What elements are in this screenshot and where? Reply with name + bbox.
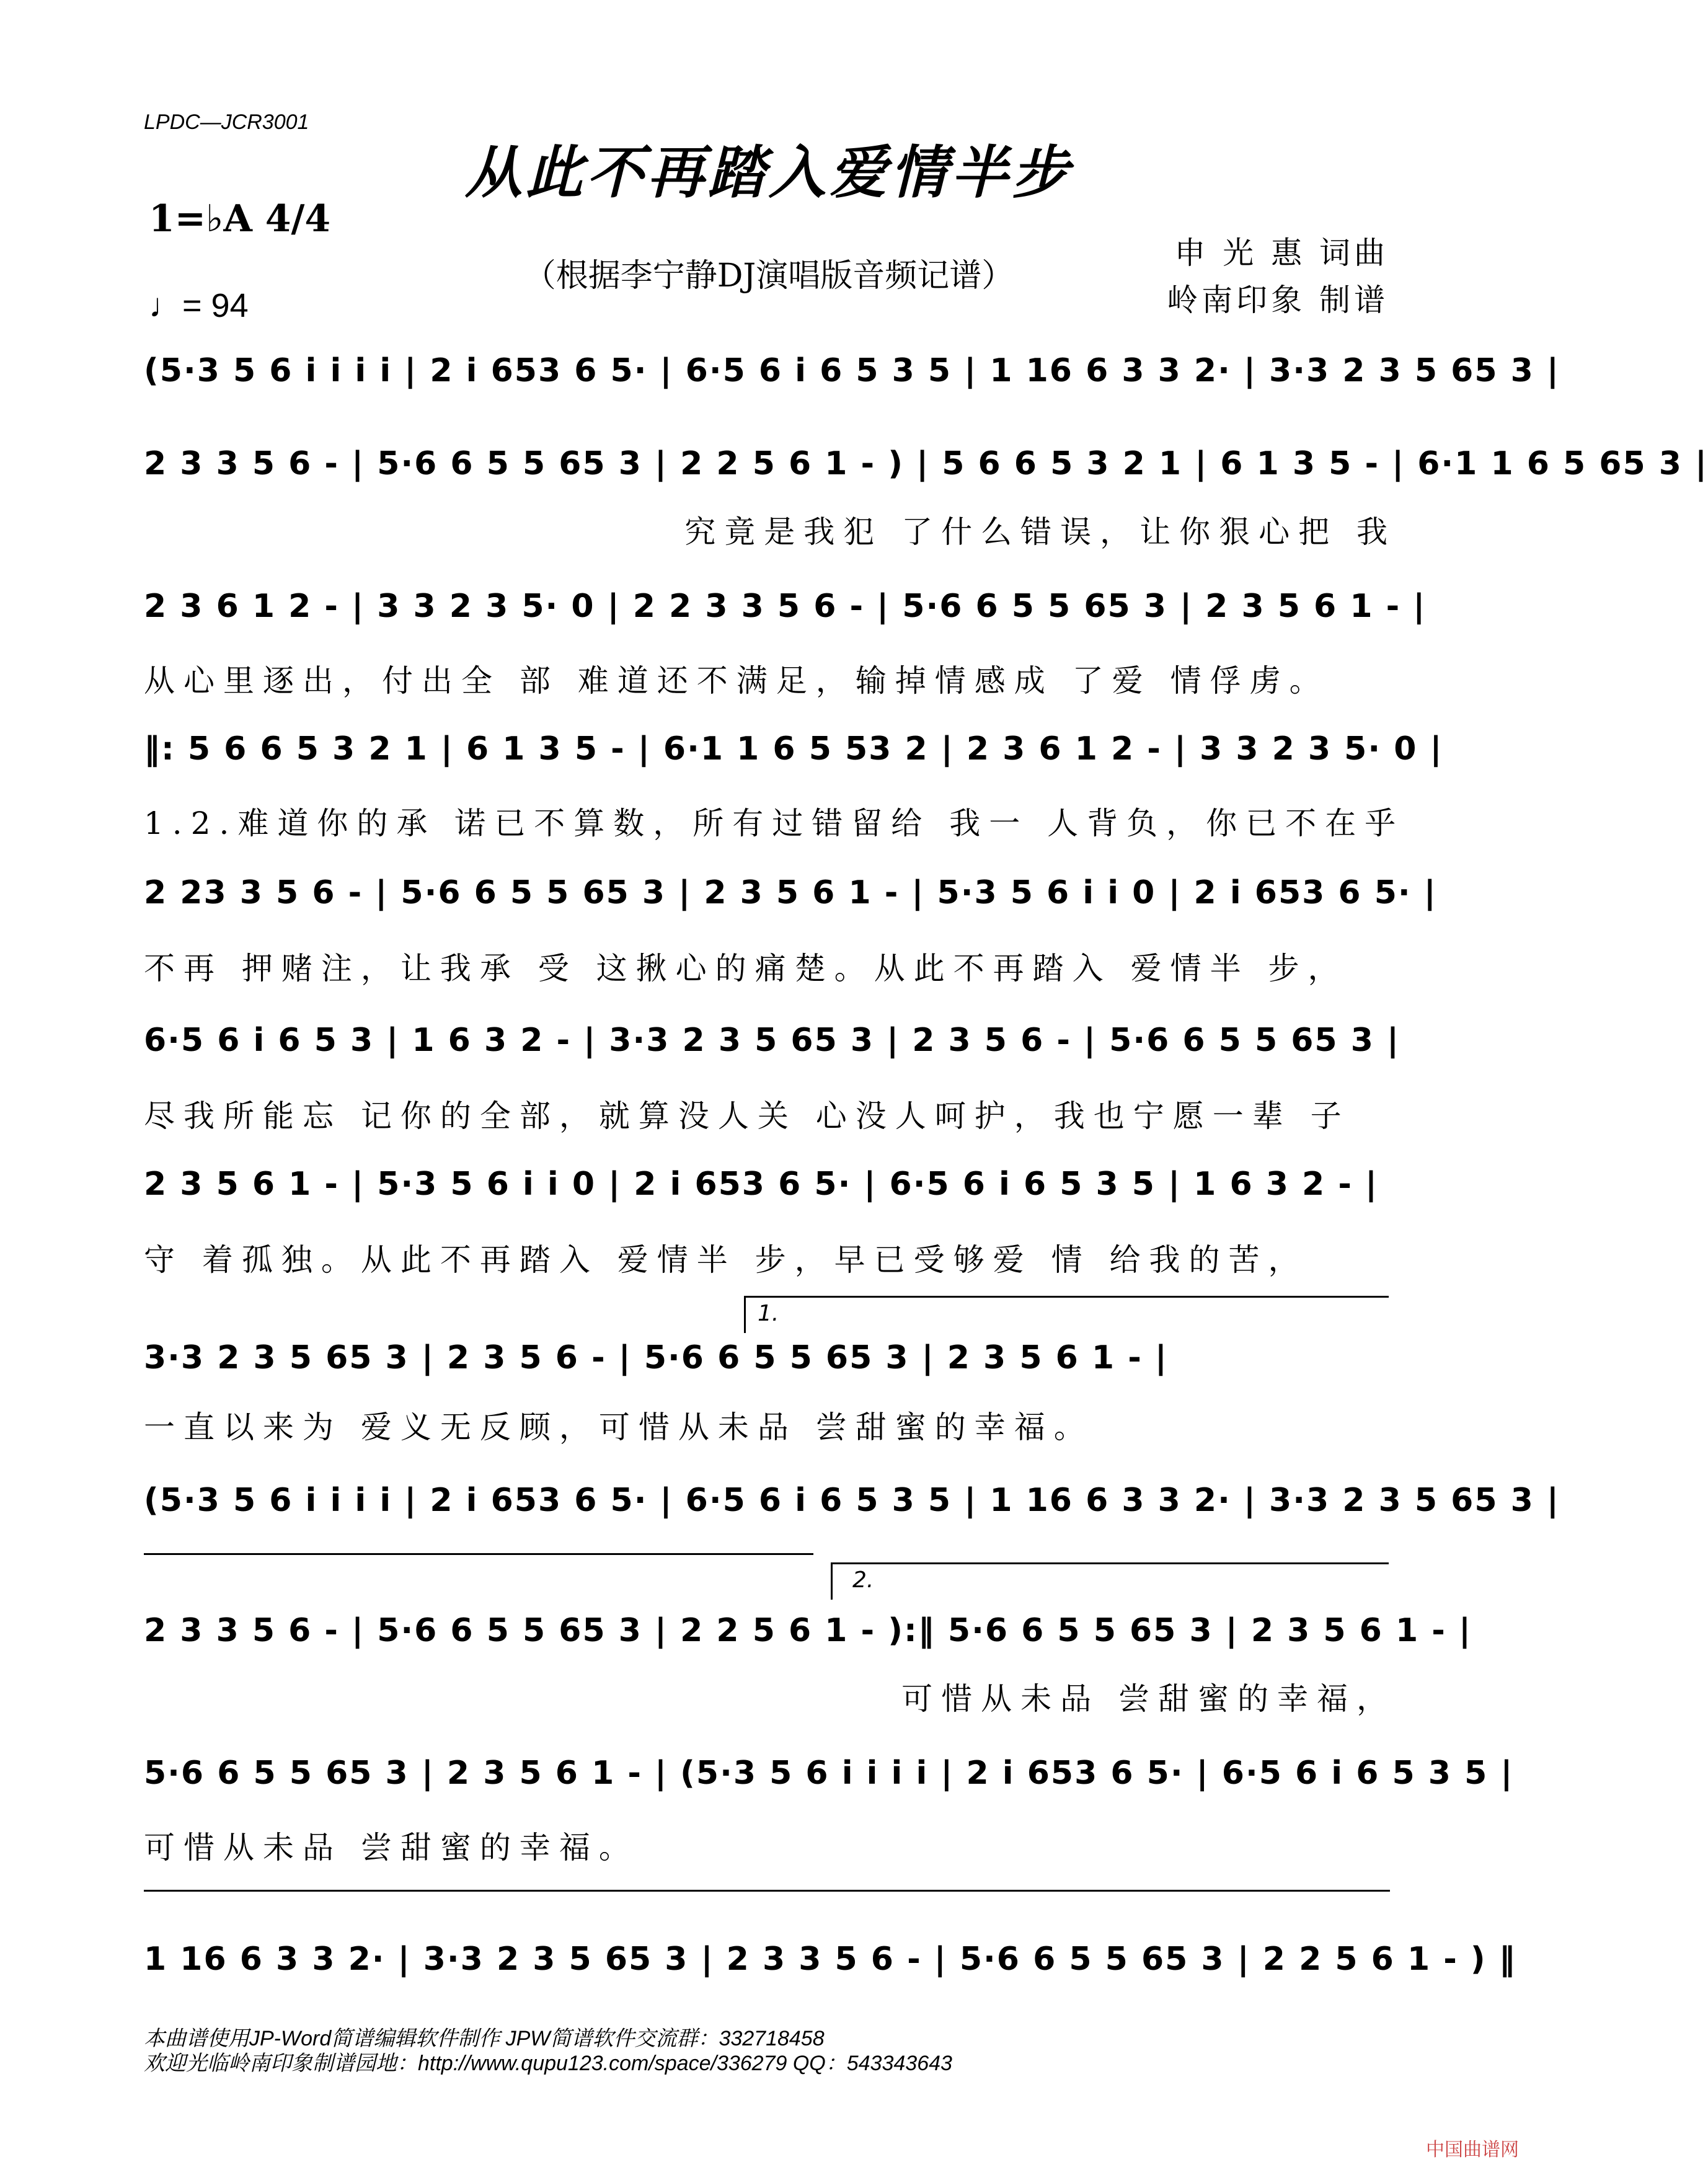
credit-words-music: 申 光 惠 词曲 <box>1174 235 1389 271</box>
lyric-line: 可惜从未品 尝甜蜜的幸福。 <box>144 1830 639 1866</box>
volta-label: 1. <box>758 1301 779 1326</box>
lyric-line: 1.2.难道你的承 诺已不算数，所有过错留给 我一 人背负，你已不在乎 <box>144 805 1405 841</box>
notation-line: 2 3 6 1 2 - | 3 3 2 3 5· 0 | 2 2 3 3 5 6 - | 5·6 6 5 5 65 3 | 2 3 5 6 1 - | <box>144 588 1427 625</box>
notation-line: ‖: 5 6 6 5 3 2 1 | 6 1 3 5 - | 6·1 1 6 5 53 2 | 2 3 6 1 2 - | 3 3 2 3 5· 0 | <box>144 730 1443 768</box>
volta-bracket <box>144 1553 813 1555</box>
continuation-bracket <box>144 1890 1390 1892</box>
tempo-marking: ♩= 94 <box>149 287 249 324</box>
notation-line: 2 23 3 5 6 - | 5·6 6 5 5 65 3 | 2 3 5 6 1 - | 5·3 5 6 i i 0 | 2 i 653 6 5· | <box>144 874 1437 911</box>
lyric-line: 一直以来为 爱义无反顾，可惜从未品 尝甜蜜的幸福。 <box>144 1409 1094 1445</box>
notation-line: 1 16 6 3 3 2· | 3·3 2 3 5 65 3 | 2 3 3 5 6 - | 5·6 6 5 5 65 3 | 2 2 5 6 1 - ) ‖ <box>144 1941 1516 1978</box>
volta-bracket <box>744 1296 1389 1298</box>
notation-line: 2 3 3 5 6 - | 5·6 6 5 5 65 3 | 2 2 5 6 1 - ) | 5 6 6 5 3 2 1 | 6 1 3 5 - | 6·1 1 6 5 65 3 | <box>144 445 1708 482</box>
lyric-line: 尽我所能忘 记你的全部，就算没人关 心没人呵护，我也宁愿一辈 子 <box>144 1098 1350 1134</box>
key-signature: 1=♭A 4/4 <box>149 197 331 241</box>
notation-line: 6·5 6 i 6 5 3 | 1 6 3 2 - | 3·3 2 3 5 65 3 | 2 3 5 6 - | 5·6 6 5 5 65 3 | <box>144 1022 1400 1059</box>
lyric-line: 守 着孤独。从此不再踏入 爱情半 步，早已受够爱 情 给我的苦， <box>144 1242 1308 1278</box>
notation-line: 5·6 6 5 5 65 3 | 2 3 5 6 1 - | (5·3 5 6 i i i i | 2 i 653 6 5· | 6·5 6 i 6 5 3 5 | <box>144 1755 1514 1792</box>
notation-line: 3·3 2 3 5 65 3 | 2 3 5 6 - | 5·6 6 5 5 65 3 | 2 3 5 6 1 - | <box>144 1339 1168 1376</box>
subtitle: （根据李宁静DJ演唱版音频记谱） <box>523 257 1014 295</box>
volta-bracket <box>744 1296 746 1333</box>
notation-line: 2 3 3 5 6 - | 5·6 6 5 5 65 3 | 2 2 5 6 1 - ):‖ 5·6 6 5 5 65 3 | 2 3 5 6 1 - | <box>144 1612 1472 1649</box>
volta-bracket <box>831 1562 833 1600</box>
volta-label: 2. <box>852 1567 874 1593</box>
watermark-logo: 中国曲谱网 <box>1426 2139 1519 2161</box>
volta-bracket <box>831 1562 1389 1564</box>
notation-line: (5·3 5 6 i i i i | 2 i 653 6 5· | 6·5 6 i 6 5 3 5 | 1 16 6 3 3 2· | 3·3 2 3 5 65 3 | <box>144 352 1560 389</box>
footer-line: 本曲谱使用JP-Word简谱编辑软件制作 JPW简谱软件交流群：332718458 <box>144 2027 825 2050</box>
credit-transcriber: 岭南印象 制谱 <box>1167 282 1389 318</box>
lyric-line: 究竟是我犯 了什么错误，让你狠心把 我 <box>684 514 1396 550</box>
page-title: 从此不再踏入爱情半步 <box>464 139 1073 206</box>
lyric-line: 可惜从未品 尝甜蜜的幸福， <box>901 1681 1396 1717</box>
lyric-line: 不再 押赌注，让我承 受 这揪心的痛楚。从此不再踏入 爱情半 步， <box>144 950 1348 986</box>
footer-line: 欢迎光临岭南印象制谱园地：http://www.qupu123.com/space/336279 QQ：543343643 <box>144 2052 952 2075</box>
lyric-line: 从心里逐出，付出全 部 难道还不满足，输掉情感成 了爱 情俘虏。 <box>144 663 1329 699</box>
notation-line: 2 3 5 6 1 - | 5·3 5 6 i i 0 | 2 i 653 6 5· | 6·5 6 i 6 5 3 5 | 1 6 3 2 - | <box>144 1166 1379 1203</box>
notation-line: (5·3 5 6 i i i i | 2 i 653 6 5· | 6·5 6 i 6 5 3 5 | 1 16 6 3 3 2· | 3·3 2 3 5 65 3 | <box>144 1482 1560 1519</box>
score-code: LPDC—JCR3001 <box>144 110 309 134</box>
